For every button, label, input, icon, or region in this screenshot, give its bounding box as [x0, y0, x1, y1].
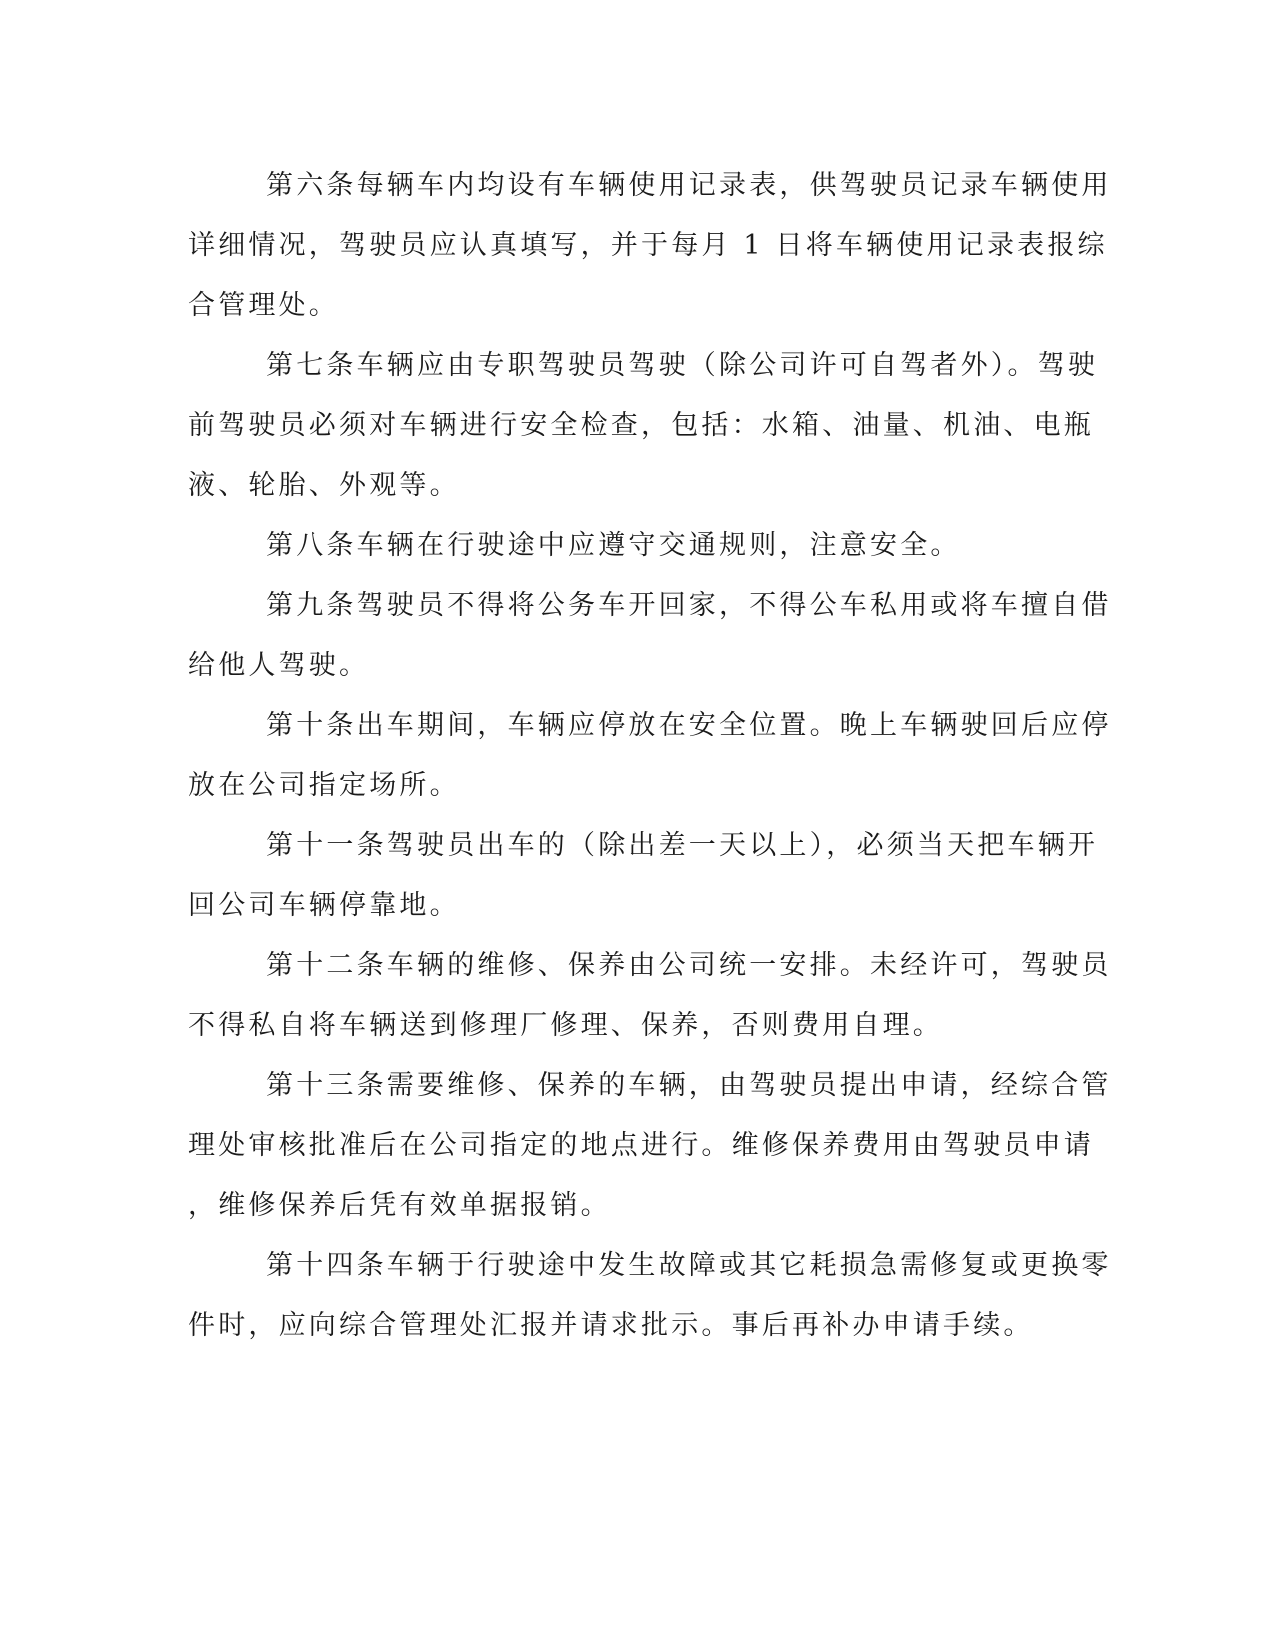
article-11-line-2: 回公司车辆停靠地。 [188, 890, 460, 921]
article-6-line-3: 合管理处。 [188, 290, 339, 321]
article-7-line-1: 第七条车辆应由专职驾驶员驾驶（除公司许可自驾者外）。驾驶 [266, 350, 1099, 381]
article-14-line-1: 第十四条车辆于行驶途中发生故障或其它耗损急需修复或更换零 [266, 1250, 1112, 1281]
article-13-line-3: ，维修保养后凭有效单据报销。 [188, 1190, 611, 1221]
article-6-line-1: 第六条每辆车内均设有车辆使用记录表，供驾驶员记录车辆使用 [266, 170, 1112, 201]
article-12-line-2: 不得私自将车辆送到修理厂修理、保养，否则费用自理。 [188, 1010, 943, 1041]
article-11-line-1: 第十一条驾驶员出车的（除出差一天以上），必须当天把车辆开 [266, 830, 1099, 861]
article-10-line-2: 放在公司指定场所。 [188, 770, 460, 801]
article-14-line-2: 件时，应向综合管理处汇报并请求批示。事后再补办申请手续。 [188, 1310, 1034, 1341]
article-7-line-3: 液、轮胎、外观等。 [188, 470, 460, 501]
article-10-line-1: 第十条出车期间，车辆应停放在安全位置。晚上车辆驶回后应停 [266, 710, 1112, 741]
article-9-line-1: 第九条驾驶员不得将公务车开回家，不得公车私用或将车擅自借 [266, 590, 1112, 621]
article-12-line-1: 第十二条车辆的维修、保养由公司统一安排。未经许可，驾驶员 [266, 950, 1112, 981]
document-body [188, 156, 1112, 1356]
article-13-line-1: 第十三条需要维修、保养的车辆，由驾驶员提出申请，经综合管 [266, 1070, 1112, 1101]
article-9-line-2: 给他人驾驶。 [188, 650, 370, 681]
article-8-line-1: 第八条车辆在行驶途中应遵守交通规则，注意安全。 [266, 530, 961, 561]
article-13-line-2: 理处审核批准后在公司指定的地点进行。维修保养费用由驾驶员申请 [188, 1130, 1094, 1161]
article-7-line-2: 前驾驶员必须对车辆进行安全检查，包括：水箱、油量、机油、电瓶 [188, 410, 1094, 441]
article-6-line-2: 详细情况，驾驶员应认真填写，并于每月 1 日将车辆使用记录表报综 [188, 230, 1108, 261]
